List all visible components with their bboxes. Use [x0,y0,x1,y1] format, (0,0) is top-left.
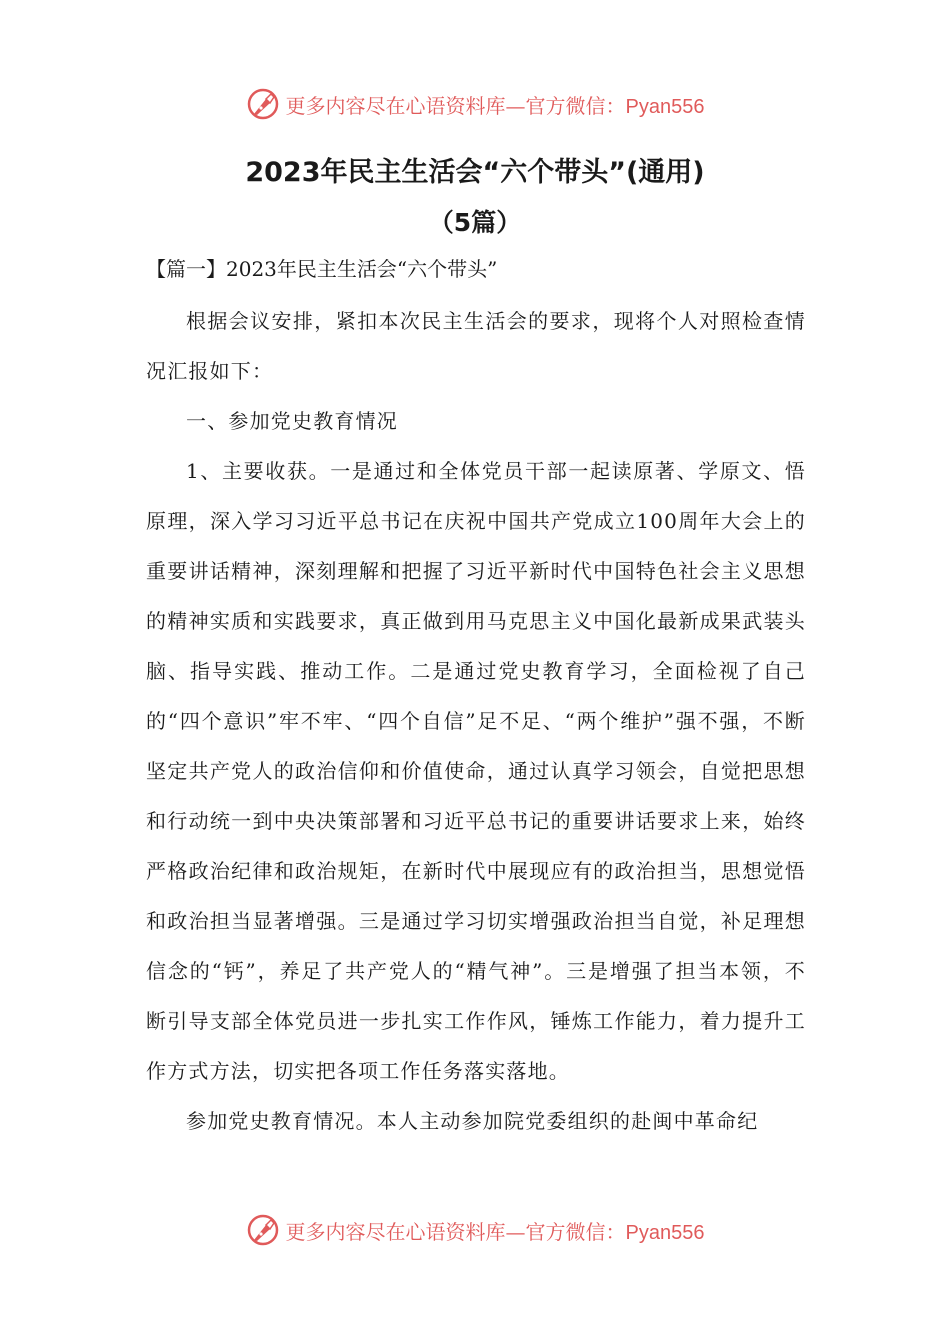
paragraph: 一、参加党史教育情况 [186,409,398,433]
paragraph: 参加党史教育情况。本人主动参加院党委组织的赴闽中革命纪 [186,1109,759,1133]
wechat-id: Pyan556 [625,95,705,118]
watermark-banner-bottom [0,1210,950,1250]
wechat-id: Pyan556 [625,1221,705,1244]
paragraph: 根据会议安排，紧扣本次民主生活会的要求，现将个人对照检查情况汇报如下： [146,309,806,383]
watermark-banner-top [0,84,950,124]
document-body [146,296,806,1146]
document-title: 2023年民主生活会“六个带头”(通用) [245,157,705,188]
watermark-text: 更多内容尽在心语资料库—官方微信：Pyan556 [285,93,705,118]
section-heading: 【篇一】2023年民主生活会“六个带头” [146,257,498,281]
paragraph: 1、主要收获。一是通过和全体党员干部一起读原著、学原文、悟原理，深入学习习近平总书记在庆祝中国共产党成立100周年大会上的重要讲话精神，深刻理解和把握了习近平新时代中国特色社会主义思想的精神实质和实践要求，真正做到用马克思主义中国化最新成果武装头脑、指导实践、推动工作。二是通过党史教育学习，全面检视了自己的“四个意识”牢不牢、“四个自信”足不足、“两个维护”强不强，不断坚定共产党人的政治信仰和价值使命，通过认真学习领会，自觉把思想和行动统一到中央决策部署和习近平总书记的重要讲话要求上来，始终严格政治纪律和政治规矩，在新时代中展现应有的政治担当，思想觉悟和政治担当显著增强。三是通过学习切实增强政治担当自觉，补足理想信念的“钙”，养足了共产党人的“精气神”。三是增强了担当本领，不断引导支部全体党员进一步扎实工作作风，锤炼工作能力，着力提升工作方式方法，切实把各项工作任务落实落地。 [146,459,806,1083]
watermark-text: 更多内容尽在心语资料库—官方微信：Pyan556 [285,1219,705,1244]
document-subtitle: （5篇） [428,208,522,237]
pen-nib-logo-icon [246,1213,280,1247]
pen-nib-logo-icon [246,87,280,121]
